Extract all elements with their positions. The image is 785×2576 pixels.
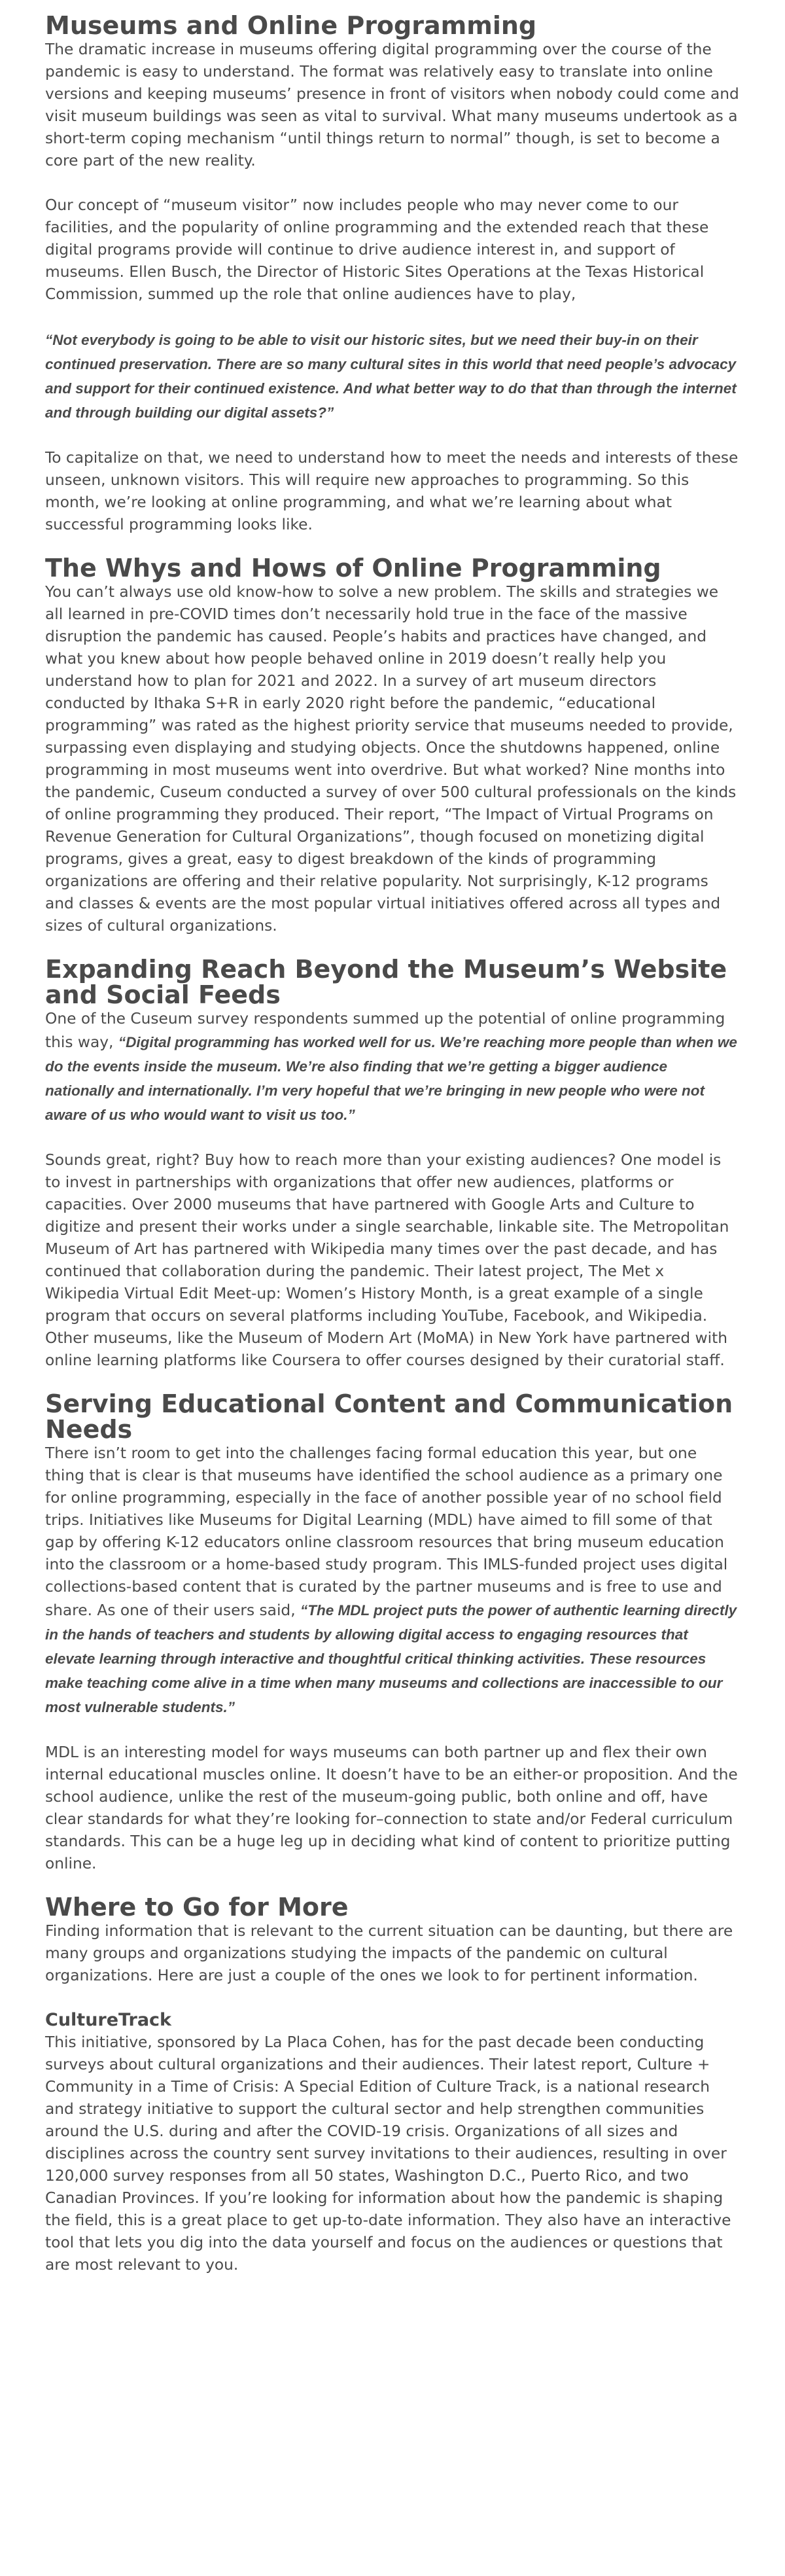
paragraph (45, 1008, 740, 1127)
section-title-whys-hows: The Whys and Hows of Online Programming (45, 554, 661, 582)
section-title-expanding-reach: Expanding Reach Beyond the Museum’s Website and Social Feeds (45, 955, 727, 1009)
paragraph: The dramatic increase in museums offering digital programming over the course of the pandemic is easy to understand. The format was relatively easy to translate into online versions and keeping museums’ presence in front of visitors when nobody could come and visit museum buildings was seen as vital to survival. What many museums undertook as a short-term coping mechanism “until things return to normal” though, is set to become a core part of the new reality. (45, 41, 739, 170)
section-title-where-to-go: Where to Go for More (45, 1893, 349, 1922)
subsection-title-culturetrack: CultureTrack (45, 2010, 171, 2030)
blockquote: “Not everybody is going to be able to visit our historic sites, but we need their buy-in on their continued preservation. There are so many cultural sites in this world that need people’s advocacy and support for their continued existence. And what better way to do that than through the internet and through building our digital assets?” (45, 332, 737, 421)
paragraph: Our concept of “museum visitor” now includes people who may never come to our facilities, and the popularity of online programming and the extended reach that these digital programs provide will continue to drive audience interest in, and support of museums. Ellen Busch, the Director of Historic Sites Operations at the Texas Historical Commission, summed up the role that online audiences have to play, (45, 196, 709, 303)
inline-quote: “The MDL project puts the power of authentic learning directly in the hands of teachers and students by allowing digital access to engaging resources that elevate learning through interactive and thoughtful critical thinking activities. These resources make teaching come alive in a time when many museums and collections are inaccessible to our most vulnerable students.” (45, 1602, 737, 1715)
paragraph-lead: One of the Cuseum survey respondents summed up the potential of online programming this way, (45, 1010, 725, 1051)
inline-quote: “Digital programming has worked well for us. We’re reaching more people than when we do the events inside the museum. We’re also finding that we’re getting a bigger audience nationally and internationally. I’m very hopeful that we’re bringing in new people who were not aware of us who would want to visit us too.” (45, 1034, 737, 1123)
paragraph: This initiative, sponsored by La Placa Cohen, has for the past decade been conducting surveys about cultural organizations and their audiences. Their latest report, Culture + Community in a Time of Crisis: A Special Edition of Culture Track, is a national research and strategy initiative to support the cultural sector and help strengthen communities around the U.S. during and after the COVID-19 crisis. Organizations of all sizes and disciplines across the country sent survey invitations to their audiences, resulting in over 120,000 survey responses from all 50 states, Washington D.C., Puerto Rico, and two Canadian Provinces. If you’re looking for information about how the pandemic is shaping the field, this is a great place to get up-to-date information. They also have an interactive tool that lets you dig into the data yourself and focus on the audiences or questions that are most relevant to you. (45, 2033, 731, 2274)
paragraph: Sounds great, right? Buy how to reach more than your existing audiences? One model is to invest in partnerships with organizations that offer new audiences, platforms or capacities. Over 2000 museums that have partnered with Google Arts and Culture to digitize and present their works under a single searchable, linkable site. The Metropolitan Museum of Art has partnered with Wikipedia many times over the past decade, and has continued that collaboration during the pandemic. Their latest project, The Met x Wikipedia Virtual Edit Meet-up: Women’s History Month, is a great example of a single program that occurs on several platforms including YouTube, Facebook, and Wikipedia. Other museums, like the Museum of Modern Art (MoMA) in New York have partnered with online learning platforms like Coursera to offer courses designed by their curatorial staff. (45, 1151, 729, 1369)
paragraph: MDL is an interesting model for ways museums can both partner up and flex their own internal educational muscles online. It doesn’t have to be an either-or proposition. And the school audience, unlike the rest of the museum-going public, both online and off, have clear standards for what they’re looking for–connection to state and/or Federal curriculum standards. This can be a huge leg up in deciding what kind of content to prioritize putting online. (45, 1744, 738, 1872)
paragraph: To capitalize on that, we need to understand how to meet the needs and interests of these unseen, unknown visitors. This will require new approaches to programming. So this month, we’re looking at online programming, and what we’re learning about what successful programming looks like. (45, 449, 739, 533)
paragraph: Finding information that is relevant to the current situation can be daunting, but there are many groups and organizations studying the impacts of the pandemic on cultural organizations. Here are just a couple of the ones we look to for pertinent information. (45, 1922, 733, 1984)
paragraph (45, 1442, 740, 1719)
section-title-educational-content: Serving Educational Content and Communication Needs (45, 1389, 733, 1444)
section-title-museums-online: Museums and Online Programming (45, 11, 537, 40)
paragraph-lead: There isn’t room to get into the challenges facing formal education this year, but one thing that is clear is that museums have identified the school audience as a primary one for online programming, especially in the face of another possible year of no school field trips. Initiatives like Museums for Digital Learning (MDL) have aimed to fill some of that gap by offering K-12 educators online classroom resources that bring museum education into the classroom or a home-based study program. This IMLS-funded project uses digital collections-based content that is curated by the partner museums and is free to use and share. As one of their users said, (45, 1444, 728, 1619)
paragraph: You can’t always use old know-how to solve a new problem. The skills and strategies we all learned in pre-COVID times don’t necessarily hold true in the face of the massive disruption the pandemic has caused. People’s habits and practices have changed, and what you knew about how people behaved online in 2019 doesn’t really help you understand how to plan for 2021 and 2022. In a survey of art museum directors conducted by Ithaka S+R in early 2020 right before the pandemic, “educational programming” was rated as the highest priority service that museums needed to provide, surpassing even displaying and studying objects. Once the shutdowns happened, online programming in most museums went into overdrive. But what worked? Nine months into the pandemic, Cuseum conducted a survey of over 500 cultural professionals on the kinds of online programming they produced. Their report, “The Impact of Virtual Programs on Revenue Generation for Cultural Organizations”, though focused on monetizing digital programs, gives a great, easy to digest breakdown of the kinds of programming organizations are offering and their relative popularity. Not surprisingly, K-12 programs and classes & events are the most popular virtual initiatives offered across all types and sizes of cultural organizations. (45, 583, 737, 935)
